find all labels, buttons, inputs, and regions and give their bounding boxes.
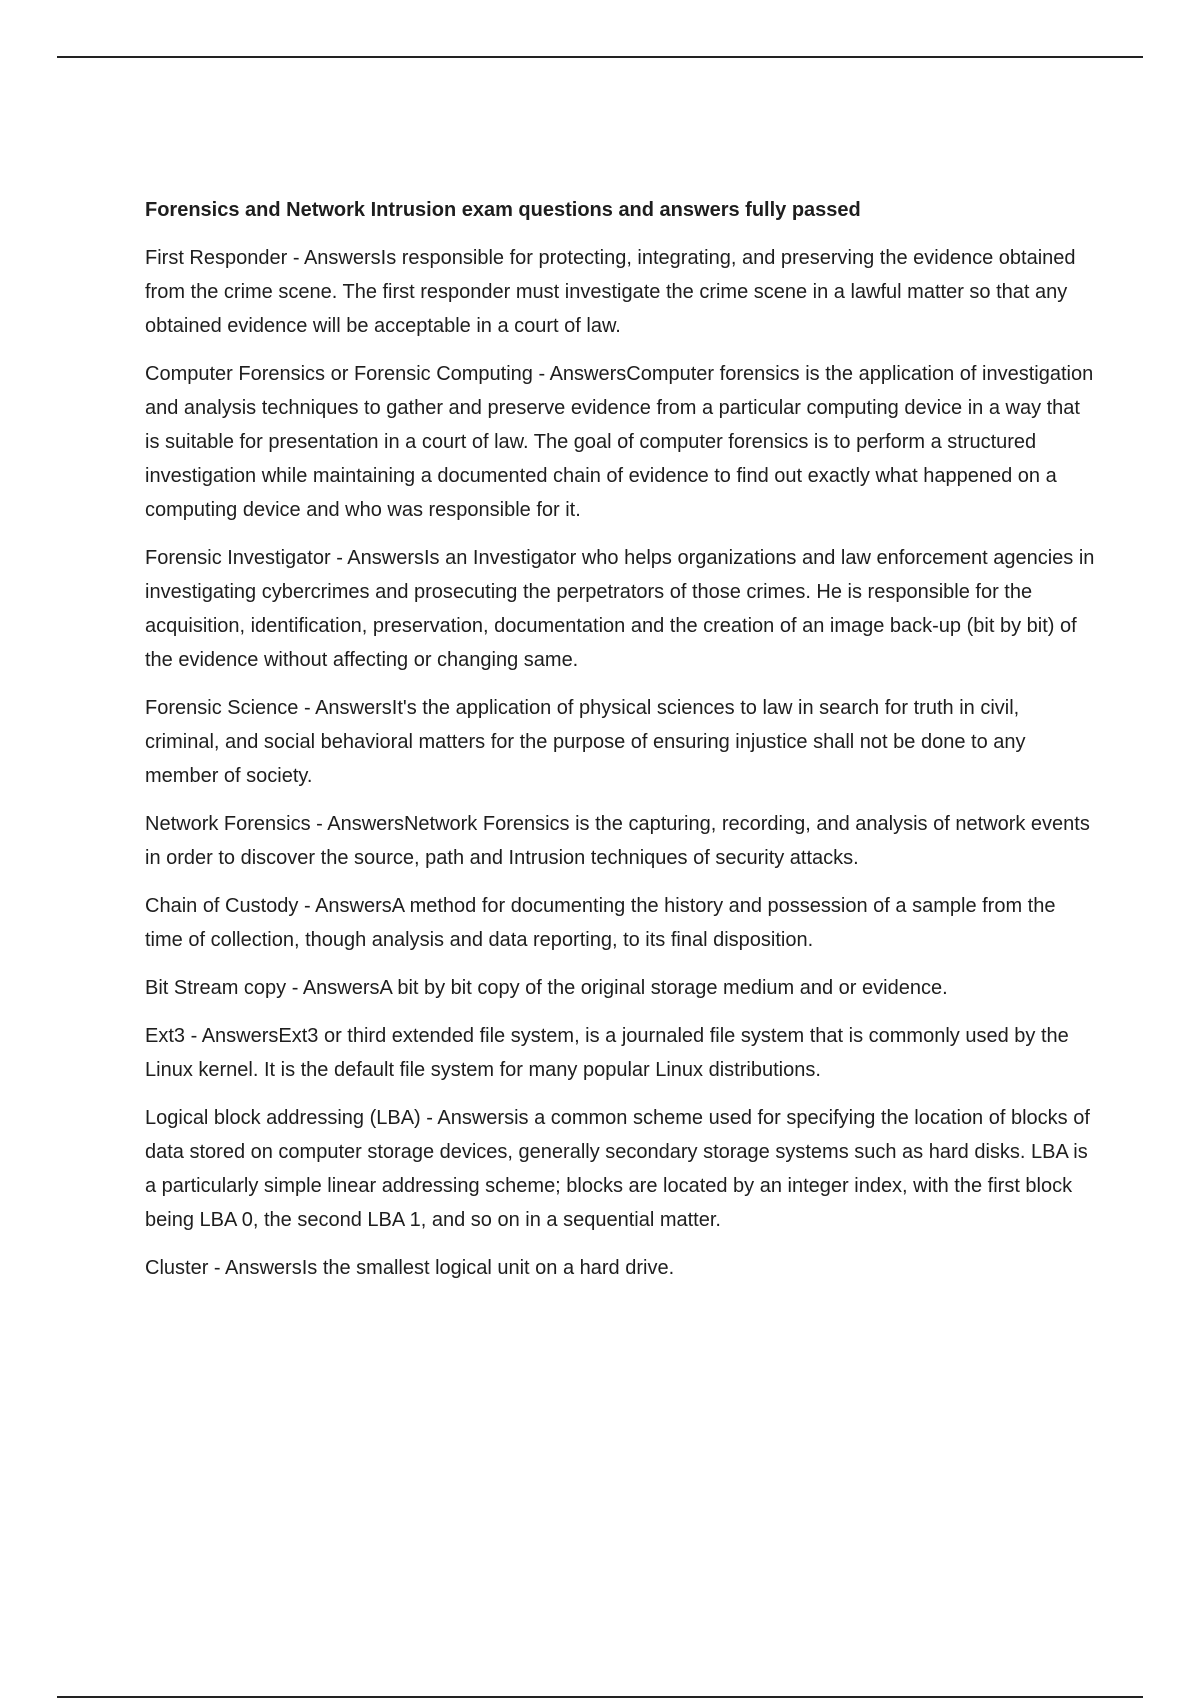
header-rule [57, 56, 1143, 58]
entry-bit-stream-copy: Bit Stream copy - AnswersA bit by bit copy of the original storage medium and or evidence. [145, 977, 948, 999]
entry-first-responder: First Responder - AnswersIs responsible for protecting, integrating, and preserving the evidence obtained from the crime scene. The first responder must investigate the crime scene in a lawful matter so that any obtained evidence will be acceptable in a court of law. [145, 247, 1076, 337]
entry-forensic-investigator: Forensic Investigator - AnswersIs an Investigator who helps organizations and law enforcement agencies in investigating cybercrimes and prosecuting the perpetrators of those crimes. He is responsible for the acquisition, identification, preservation, documentation and the creation of an image back-up (bit by bit) of the evidence without affecting or changing same. [145, 547, 1095, 671]
entry-chain-of-custody: Chain of Custody - AnswersA method for documenting the history and possession of a sample from the time of collection, though analysis and data reporting, to its final disposition. [145, 895, 1056, 951]
entry-forensic-science: Forensic Science - AnswersIt's the application of physical sciences to law in search for truth in civil, criminal, and social behavioral matters for the purpose of ensuring injustice shall not be done to any member of society. [145, 697, 1026, 787]
entry-cluster: Cluster - AnswersIs the smallest logical unit on a hard drive. [145, 1257, 675, 1279]
document-title: Forensics and Network Intrusion exam questions and answers fully passed [145, 199, 861, 221]
entry-network-forensics: Network Forensics - AnswersNetwork Forensics is the capturing, recording, and analysis of network events in order to discover the source, path and Intrusion techniques of security attacks. [145, 813, 1090, 869]
entry-lba: Logical block addressing (LBA) - Answersis a common scheme used for specifying the location of blocks of data stored on computer storage devices, generally secondary storage systems such as hard disks. LBA is a particularly simple linear addressing scheme; blocks are located by an integer index, with the first block being LBA 0, the second LBA 1, and so on in a sequential matter. [145, 1107, 1090, 1231]
entry-ext3: Ext3 - AnswersExt3 or third extended file system, is a journaled file system that is commonly used by the Linux kernel. It is the default file system for many popular Linux distributions. [145, 1025, 1069, 1081]
entry-computer-forensics: Computer Forensics or Forensic Computing - AnswersComputer forensics is the application of investigation and analysis techniques to gather and preserve evidence from a particular computing device in a way that is suitable for presentation in a court of law. The goal of computer forensics is to perform a structured investigation while maintaining a documented chain of evidence to find out exactly what happened on a computing device and who was responsible for it. [145, 363, 1094, 521]
document-body [145, 193, 1095, 1299]
footer-rule [57, 1696, 1143, 1698]
